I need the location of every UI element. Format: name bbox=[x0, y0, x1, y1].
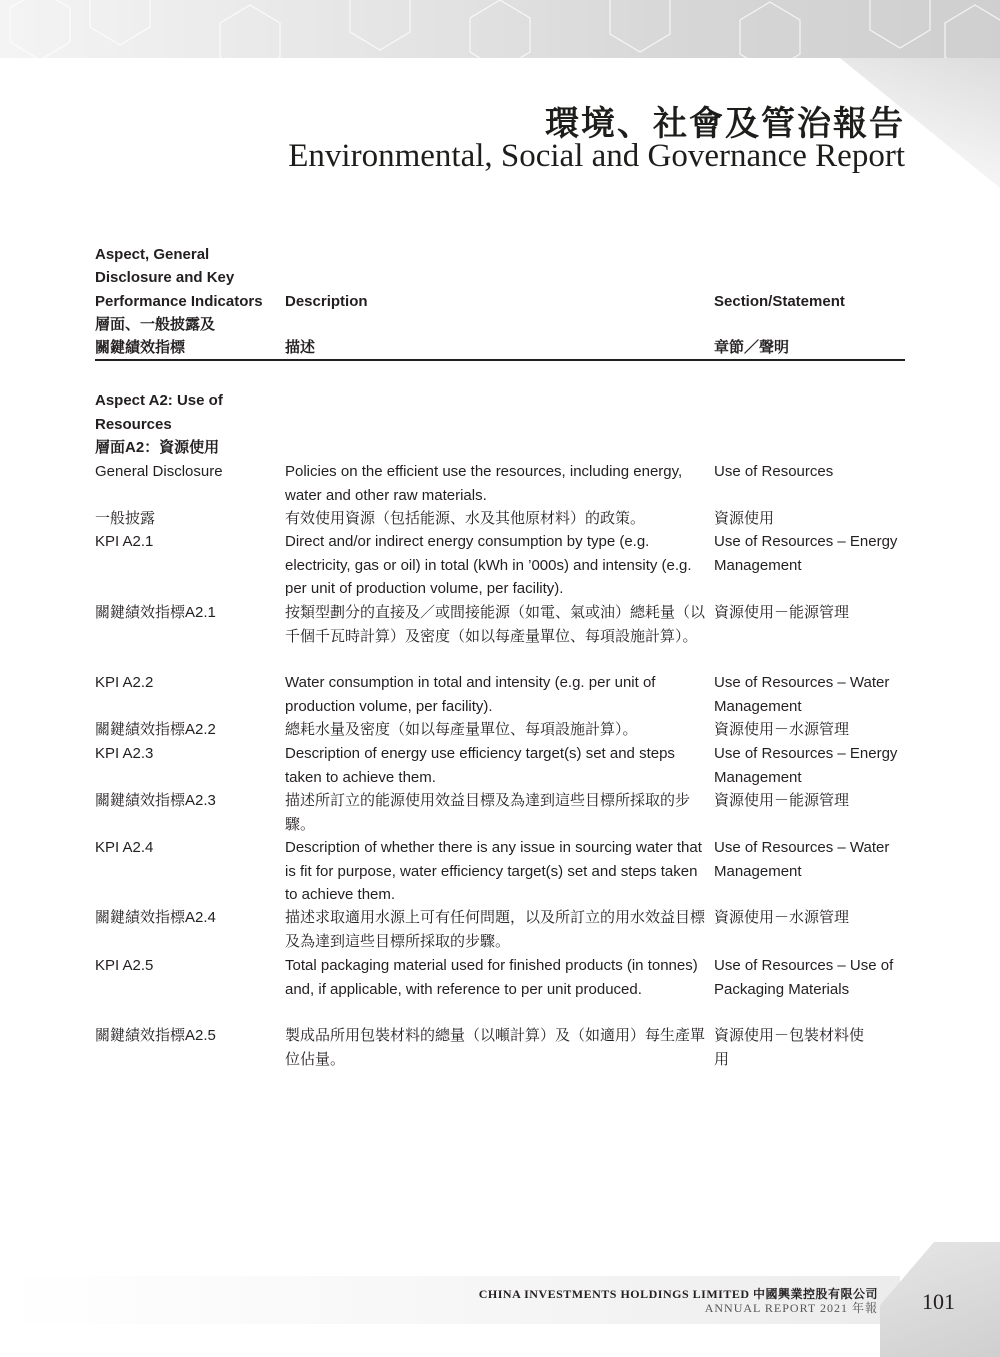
row-general-disclosure-desc-zh: 有效使用資源（包括能源、水及其他原材料）的政策。 bbox=[285, 510, 646, 527]
row-a2-3-section-zh: 資源使用－能源管理 bbox=[714, 792, 850, 809]
column-header-description bbox=[285, 290, 705, 360]
page-number: 101 bbox=[922, 1289, 955, 1314]
row-a2-5-kpi-en: KPI A2.5 bbox=[95, 957, 154, 974]
column-header-aspect-zh: 層面、一般披露及 關鍵績效指標 bbox=[95, 315, 216, 357]
row-a2-1-kpi-zh: 關鍵績效指標A2.1 bbox=[95, 604, 216, 621]
row-general-disclosure-kpi-en: General Disclosure bbox=[95, 463, 223, 480]
row-a2-5-section-zh: 資源使用－包裝材料使用 bbox=[714, 1027, 865, 1068]
row-a2-4-section-zh: 資源使用－水源管理 bbox=[714, 909, 850, 926]
row-general-disclosure-kpi-zh: 一般披露 bbox=[95, 510, 156, 527]
column-header-section-zh: 章節／聲明 bbox=[714, 339, 790, 357]
row-a2-5-desc-en: Total packaging material used for finished products (in tonnes) and, if applicable, with reference to per unit produced. bbox=[285, 957, 698, 998]
row-general-disclosure-section-zh: 資源使用 bbox=[714, 510, 775, 527]
row-a2-5-desc-zh: 製成品所用包裝材料的總量（以噸計算）及（如適用）每生產單位佔量。 bbox=[285, 1027, 706, 1068]
row-a2-2-kpi-zh: 關鍵績效指標A2.2 bbox=[95, 721, 216, 738]
row-a2-5-kpi-zh: 關鍵績效指標A2.5 bbox=[95, 1027, 216, 1044]
row-general-disclosure-section-en: Use of Resources bbox=[714, 463, 834, 480]
row-a2-1-section-zh: 資源使用－能源管理 bbox=[714, 604, 850, 621]
aspect-heading-zh: 層面A2：資源使用 bbox=[95, 439, 220, 456]
row-a2-5-section-en: Use of Resources – Use of Packaging Materials bbox=[714, 957, 894, 998]
row-a2-2-kpi-en: KPI A2.2 bbox=[95, 674, 154, 691]
column-header-aspect bbox=[95, 243, 280, 359]
row-a2-2-desc-en: Water consumption in total and intensity (e.g. per unit of production volume, per facility). bbox=[285, 674, 656, 715]
hexagon-pattern-icon bbox=[0, 0, 1000, 58]
row-a2-3-kpi-zh: 關鍵績效指標A2.3 bbox=[95, 792, 216, 809]
aspect-heading bbox=[95, 389, 280, 460]
column-header-section bbox=[714, 290, 909, 360]
aspect-heading-en: Aspect A2: Use of Resources bbox=[95, 392, 223, 433]
row-a2-4-kpi-en: KPI A2.4 bbox=[95, 839, 154, 856]
footer-company-name: CHINA INVESTMENTS HOLDINGS LIMITED 中國興業控股有限公司 bbox=[478, 1287, 878, 1301]
header-divider bbox=[95, 359, 905, 361]
row-a2-4-kpi-zh: 關鍵績效指標A2.4 bbox=[95, 909, 216, 926]
column-header-aspect-en: Aspect, General Disclosure and Key Performance Indicators bbox=[95, 246, 263, 310]
footer-report-title: ANNUAL REPORT 2021 年報 bbox=[704, 1301, 878, 1315]
page-title-zh: 環境、社會及管治報告 bbox=[545, 104, 905, 144]
row-a2-2-section-zh: 資源使用－水源管理 bbox=[714, 721, 850, 738]
row-a2-3-kpi-en: KPI A2.3 bbox=[95, 745, 154, 762]
row-a2-1-desc-en: Direct and/or indirect energy consumption by type (e.g. electricity, gas or oil) in total (kWh in ’000s) and intensity (e.g. per unit of production volume, per facility). bbox=[285, 533, 692, 597]
row-a2-1-kpi-en: KPI A2.1 bbox=[95, 533, 154, 550]
row-a2-3-desc-en: Description of energy use efficiency target(s) set and steps taken to achieve them. bbox=[285, 745, 675, 786]
row-a2-4-desc-zh: 描述求取適用水源上可有任何問題，以及所訂立的用水效益目標及為達到這些目標所採取的步驟。 bbox=[285, 909, 706, 950]
page-title-en: Environmental, Social and Governance Report bbox=[288, 138, 905, 174]
row-a2-1-section-en: Use of Resources – Energy Management bbox=[714, 533, 898, 574]
column-header-description-en: Description bbox=[285, 292, 368, 310]
row-a2-4-desc-en: Description of whether there is any issue in sourcing water that is fit for purpose, water efficiency target(s) set and steps taken to achieve them. bbox=[285, 839, 702, 903]
row-a2-4-section-en: Use of Resources – Water Management bbox=[714, 839, 890, 880]
row-a2-3-desc-zh: 描述所訂立的能源使用效益目標及為達到這些目標所採取的步驟。 bbox=[285, 792, 691, 833]
column-header-description-zh: 描述 bbox=[285, 339, 316, 357]
row-a2-2-section-en: Use of Resources – Water Management bbox=[714, 674, 890, 715]
row-a2-3-section-en: Use of Resources – Energy Management bbox=[714, 745, 898, 786]
column-header-section-en: Section/Statement bbox=[714, 292, 845, 310]
row-general-disclosure-desc-en: Policies on the efficient use the resources, including energy, water and other raw materials. bbox=[285, 463, 683, 504]
row-a2-1-desc-zh: 按類型劃分的直接及／或間接能源（如電、氣或油）總耗量（以千個千瓦時計算）及密度（如以每產量單位、每項設施計算）。 bbox=[285, 604, 706, 645]
row-a2-2-desc-zh: 總耗水量及密度（如以每產量單位、每項設施計算）。 bbox=[285, 721, 638, 738]
header-decor-band bbox=[0, 0, 1000, 58]
